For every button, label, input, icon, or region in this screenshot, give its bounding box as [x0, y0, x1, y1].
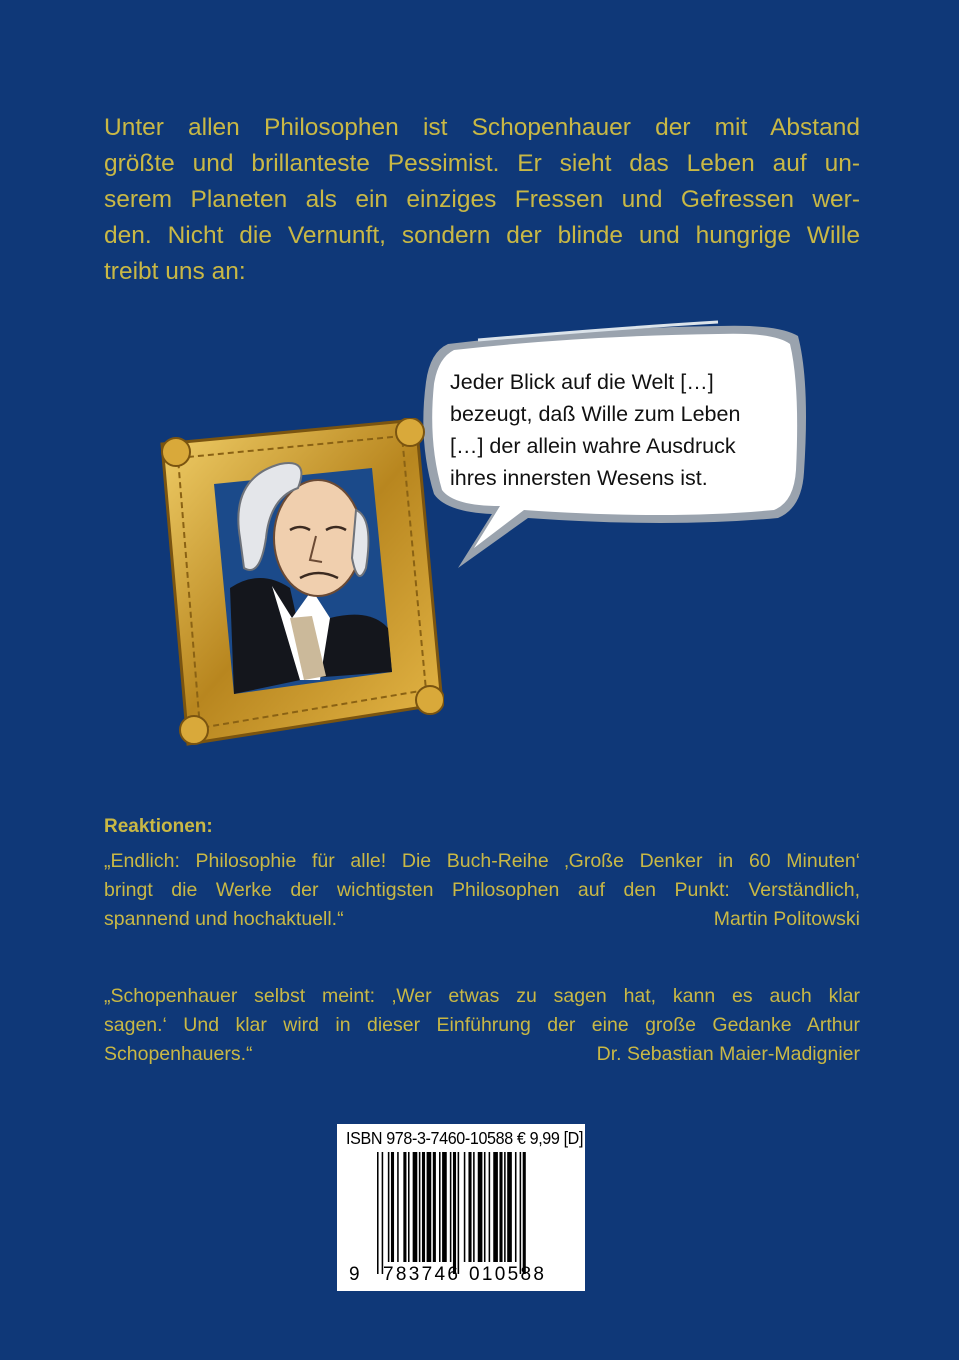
review-line: „Endlich: Philosophie für alle! Die Buch-Reihe ‚Große Denker in 60 Minuten‘ [104, 850, 860, 872]
barcode-bar [453, 1152, 456, 1274]
reactions-heading: Reaktionen: [104, 816, 213, 837]
review-line: Schopenhauers.“ [104, 1043, 253, 1065]
barcode-bar [499, 1152, 502, 1262]
isbn-barcode [337, 1124, 585, 1291]
barcode-bar [468, 1152, 471, 1262]
review-author: Dr. Sebastian Maier-Madignier [596, 1043, 860, 1065]
review-line: „Schopenhauer selbst meint: ‚Wer etwas zu sagen hat, kann es auch klar [104, 985, 860, 1007]
barcode-bars [337, 1124, 585, 1291]
quote-line: […] der allein wahre Ausdruck [450, 434, 736, 458]
review-last-line [104, 1040, 860, 1069]
quote-line: ihres innersten Wesens ist. [450, 466, 708, 490]
barcode-digits-right: 010588 [469, 1264, 547, 1285]
barcode-bar [382, 1152, 384, 1274]
barcode-bar [413, 1152, 418, 1262]
quote-line: Jeder Blick auf die Welt […] [450, 370, 714, 394]
barcode-bar [464, 1152, 466, 1262]
barcode-bar [439, 1152, 441, 1262]
review-line: sagen.‘ Und klar wird in dieser Einführung der eine große Gedanke Arthur [104, 1014, 860, 1036]
intro-line: treibt uns an: [104, 258, 246, 285]
barcode-bar [523, 1152, 526, 1274]
barcode-bar [403, 1152, 406, 1262]
review-line: bringt die Werke der wichtigsten Philosophen auf den Punkt: Verständlich, [104, 879, 860, 901]
barcode-bar [442, 1152, 447, 1262]
barcode-bar [419, 1152, 421, 1262]
barcode-bar [458, 1152, 460, 1274]
intro-line: serem Planeten als ein einziges Fressen und Gefressen wer- [104, 186, 860, 213]
barcode-bar [515, 1152, 517, 1262]
portrait-illustration [160, 418, 444, 748]
barcode-bar [388, 1152, 390, 1262]
speech-bubble [418, 322, 804, 522]
barcode-bar [520, 1152, 522, 1274]
review-quote [104, 982, 860, 1069]
intro-paragraph [104, 110, 860, 290]
review-line: spannend und hochaktuell.“ [104, 908, 344, 930]
barcode-bar [493, 1152, 498, 1262]
barcode-digits-left: 783746 [383, 1264, 461, 1285]
intro-line: Unter allen Philosophen ist Schopenhauer der mit Abstand [104, 114, 860, 141]
barcode-bar [433, 1152, 436, 1262]
barcode-bar [473, 1152, 475, 1262]
review-author: Martin Politowski [713, 908, 860, 930]
barcode-digit: 9 [349, 1264, 360, 1285]
review-quote [104, 847, 860, 934]
barcode-bar [427, 1152, 432, 1262]
barcode-bar [377, 1152, 379, 1274]
barcode-bar [422, 1152, 425, 1262]
speech-bubble-text [450, 366, 800, 494]
framed-portrait [160, 418, 444, 748]
intro-line: den. Nicht die Vernunft, sondern der blinde und hungrige Wille [104, 222, 860, 249]
barcode-bar [484, 1152, 486, 1262]
barcode-bar [408, 1152, 410, 1262]
barcode-bar [450, 1152, 452, 1262]
barcode-bar [397, 1152, 399, 1262]
quote-line: bezeugt, daß Wille zum Leben [450, 402, 741, 426]
review-last-line [104, 905, 860, 934]
barcode-bar [507, 1152, 512, 1262]
barcode-bar [478, 1152, 483, 1262]
intro-line: größte und brillanteste Pessimist. Er sieht das Leben auf un- [104, 150, 860, 177]
isbn-price-line: ISBN 978-3-7460-10588 € 9,99 [D] [346, 1128, 584, 1148]
barcode-bar [504, 1152, 506, 1262]
barcode-bar [391, 1152, 394, 1262]
barcode-bar [489, 1152, 491, 1262]
